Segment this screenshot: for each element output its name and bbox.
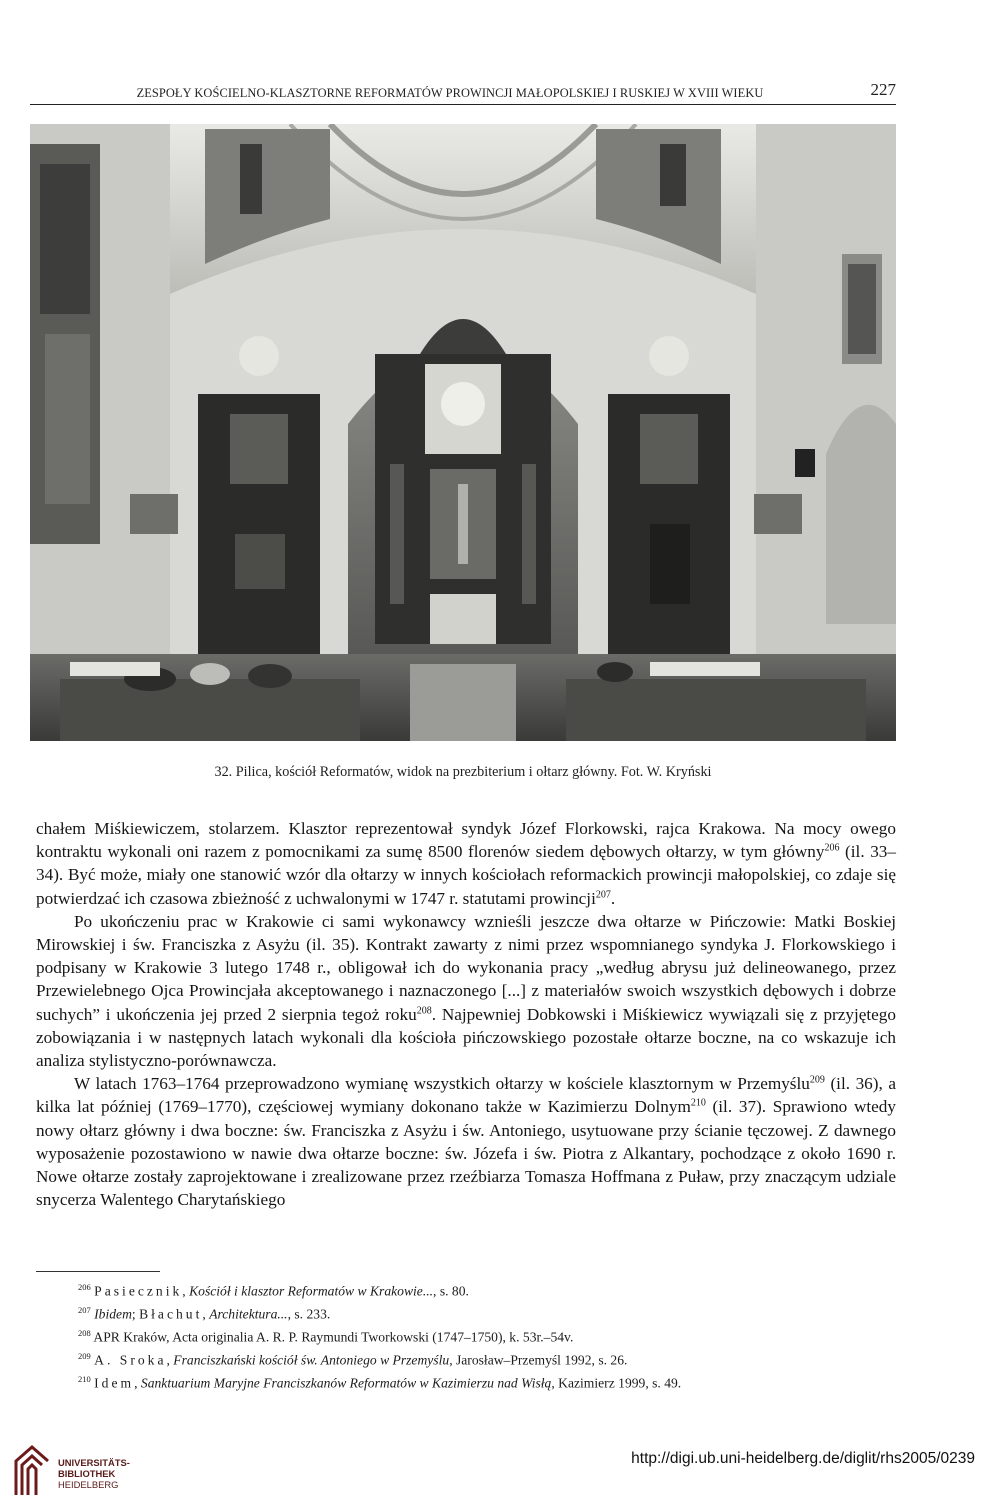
digital-library-link[interactable]: http://digi.ub.uni-heidelberg.de/diglit/rhs2005/0239	[631, 1450, 975, 1467]
footnote-divider	[36, 1271, 160, 1272]
paragraph-3: W latach 1763–1764 przeprowadzono wymianę wszystkich ołtarzy w kościele klasztornym w Przemyślu$^{209}$ (il. 36), a kilka lat później (1769–1770), częściowej wymiany dokonano także w Kazimierzu Dolnym$^{210}$ (il. 37). Sprawiono wtedy nowy ołtarz główny i dwa boczne: św. Franciszka z Asyżu i św. Antoniego, usytuowane przy ścianie tęczowej. Z dawnego wyposażenie pozostawiono w nawie dwa ołtarze boczne: św. Józefa i św. Piotra z Alkantary, pochodzące z około 1690 r. Nowe ołtarze zostały zaprojektowane i zrealizowane przez rzeźbiarza Tomasza Hoffmana z Puław, przy znaczącym udziale snycerza Walentego Charytańskiego	[36, 1074, 896, 1210]
library-logo-icon	[12, 1443, 52, 1499]
running-header	[30, 80, 896, 105]
footnote-208: $^{208}$ APR Kraków, Acta originalia A. R. P. Raymundi Tworkowski (1747–1750), k. 53r.–54v.	[78, 1328, 574, 1345]
body-text	[36, 817, 896, 1211]
footnote-ref: 207	[595, 888, 611, 900]
footnote-209: $^{209}$ A. Sroka, Franciszkański kościół św. Antoniego w Przemyślu, Jarosław–Przemyśl 1992, s. 26.	[78, 1351, 628, 1368]
figure-caption: 32. Pilica, kościół Reformatów, widok na prezbiterium i ołtarz główny. Fot. W. Kryński	[214, 764, 712, 780]
paragraph-1: chałem Miśkiewiczem, stolarzem. Klasztor reprezentował syndyk Józef Florkowski, rajca Krakowa. Na mocy owego kontraktu wykonali oni razem z pomocnikami za sumę 8500 florenów siedem dębowych ołtarzy, w tym główny$^{206}$ (il. 33–34). Być może, miały one stanowić wzór dla ołtarzy w innych kościołach reformackich prowincji małopolskiej, co zdaje się potwierdzać ich czasowa zbieżność z uchwalonymi w 1747 r. statutami prowincji$^{207}$.	[36, 819, 896, 908]
footnote-206: $^{206}$ Pasiecznik, Kościół i klasztor Reformatów w Krakowie..., s. 80.	[78, 1282, 469, 1299]
footnote-ref: 206	[824, 842, 840, 854]
footnote-207: $^{207}$ Ibidem; Błachut, Architektura..., s. 233.	[78, 1305, 331, 1322]
footnote-ref: 210	[690, 1097, 706, 1109]
footnotes	[78, 1278, 898, 1393]
footnote-ref: 208	[416, 1004, 432, 1016]
library-name: UNIVERSITÄTS- BIBLIOTHEK HEIDELBERG	[58, 1457, 130, 1490]
running-title: ZESPOŁY KOŚCIELNO-KLASZTORNE REFORMATÓW PROWINCJI MAŁOPOLSKIEJ I RUSKIEJ W XVIII WIEKU	[136, 86, 764, 100]
paragraph-2: Po ukończeniu prac w Krakowie ci sami wykonawcy wznieśli jeszcze dwa ołtarze w Pińczowie: Matki Boskiej Mirowskiej i św. Franciszka z Asyżu (il. 35). Kontrakt zawarty z nimi przez wspomnianego syndyka J. Florkowskiego i podpisany w Krakowie 3 lutego 1748 r., obligował ich do wykonania pracy „według abrysu już delineowanego, przez Przewielebnego Ojca Prowincjała akceptowanego i naznaczonego [...] z materiałów swoich wszystkich dębowych i dobrze suchych” i ukończenia jej przed 2 sierpnia tegoż roku$^{208}$. Najpewniej Dobkowski i Miśkiewicz wywiązali się z przyjętego zobowiązania i w następnych latach wykonali dla kościoła pińczowskiego pozostałe ołtarze boczne, na co wskazuje ich analiza stylistyczno-porównawcza.	[36, 911, 896, 1071]
page-number: 227	[870, 80, 896, 99]
church-interior-photo	[30, 124, 896, 741]
footnote-ref: 209	[809, 1074, 825, 1086]
footnote-210: $^{210}$ Idem, Sanktuarium Maryjne Franciszkanów Reformatów w Kazimierzu nad Wisłą, Kazimierz 1999, s. 49.	[78, 1374, 682, 1391]
